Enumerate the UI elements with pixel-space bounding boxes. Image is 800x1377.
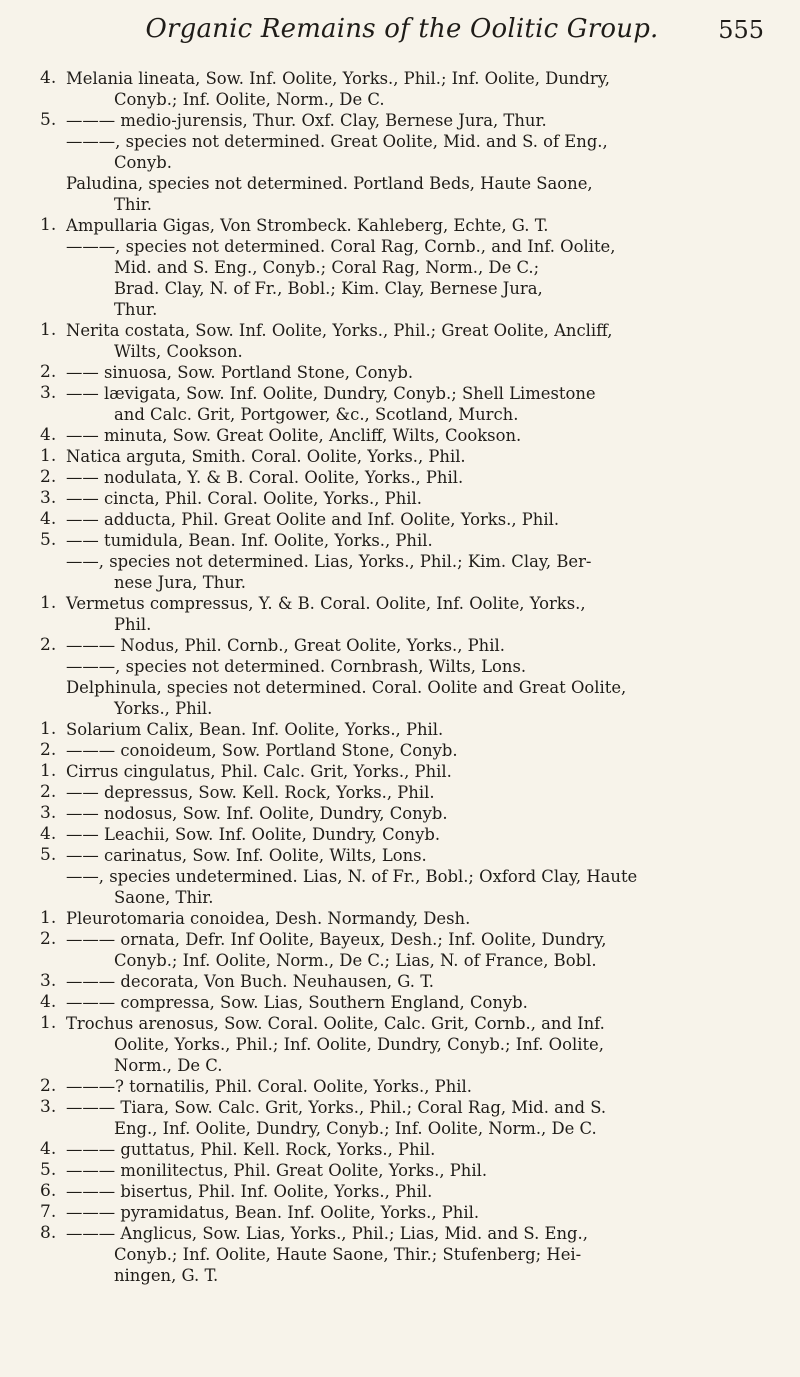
entry-number: [40, 677, 66, 698]
entry-number: 3.: [40, 1097, 57, 1117]
entry-text: ningen, G. T.: [114, 1266, 219, 1285]
entry-number: 1.: [40, 446, 57, 466]
entry-text: ———, species not determined. Coral Rag, Cornb., and Inf. Oolite,: [66, 237, 616, 256]
entry-number: 2.: [40, 1076, 57, 1096]
entry-text: Conyb.: [114, 153, 172, 172]
list-item: [40, 1181, 764, 1202]
list-item: [40, 1013, 764, 1034]
entry-text: ——— bisertus, Phil. Inf. Oolite, Yorks., Phil.: [66, 1182, 433, 1201]
list-item: [40, 782, 764, 803]
entry-text: Norm., De C.: [114, 1056, 223, 1075]
entry-text: Cirrus cingulatus, Phil. Calc. Grit, Yorks., Phil.: [66, 762, 452, 781]
entry-text: ——, species undetermined. Lias, N. of Fr., Bobl.; Oxford Clay, Haute: [66, 867, 638, 886]
entry-text: Delphinula, species not determined. Coral. Oolite and Great Oolite,: [66, 678, 627, 697]
list-item: [40, 824, 764, 845]
entry-text: ——— ornata, Defr. Inf Oolite, Bayeux, Desh.; Inf. Oolite, Dundry,: [66, 930, 607, 949]
entry-number: [40, 278, 66, 299]
list-item: [40, 509, 764, 530]
list-item: [40, 194, 764, 215]
entry-text: Trochus arenosus, Sow. Coral. Oolite, Calc. Grit, Cornb., and Inf.: [66, 1014, 605, 1033]
entry-text: Paludina, species not determined. Portland Beds, Haute Saone,: [66, 174, 593, 193]
entry-text: ———, species not determined. Great Oolite, Mid. and S. of Eng.,: [66, 132, 608, 151]
entry-number: 1.: [40, 761, 57, 781]
list-item: [40, 152, 764, 173]
entry-text: Melania lineata, Sow. Inf. Oolite, Yorks., Phil.; Inf. Oolite, Dundry,: [66, 69, 610, 88]
entry-text: —— cincta, Phil. Coral. Oolite, Yorks., Phil.: [66, 489, 422, 508]
list-item: [40, 320, 764, 341]
entry-text: ——— conoideum, Sow. Portland Stone, Conyb.: [66, 741, 458, 760]
list-item: [40, 299, 764, 320]
entry-number: 4.: [40, 992, 57, 1012]
entry-number: 1.: [40, 1013, 57, 1033]
list-item: [40, 551, 764, 572]
entry-number: 2.: [40, 782, 57, 802]
entry-text: —— depressus, Sow. Kell. Rock, Yorks., Phil.: [66, 783, 435, 802]
entry-text: ———, species not determined. Cornbrash, Wilts, Lons.: [66, 657, 527, 676]
list-item: [40, 236, 764, 257]
list-item: [40, 677, 764, 698]
list-item: [40, 173, 764, 194]
entry-number: [40, 404, 66, 425]
list-item: [40, 530, 764, 551]
list-item: [40, 1265, 764, 1286]
list-item: [40, 887, 764, 908]
entry-text: Conyb.; Inf. Oolite, Norm., De C.: [114, 90, 385, 109]
entry-number: 3.: [40, 971, 57, 991]
list-item: [40, 131, 764, 152]
entry-number: 5.: [40, 845, 57, 865]
entry-text: ——— monilitectus, Phil. Great Oolite, Yorks., Phil.: [66, 1161, 488, 1180]
entry-text: —— sinuosa, Sow. Portland Stone, Conyb.: [66, 363, 414, 382]
list-item: [40, 68, 764, 89]
list-item: [40, 803, 764, 824]
entry-number: [40, 236, 66, 257]
entry-number: 1.: [40, 908, 57, 928]
entry-number: 5.: [40, 1160, 57, 1180]
entry-text: Wilts, Cookson.: [114, 342, 243, 361]
entry-text: ——, species not determined. Lias, Yorks., Phil.; Kim. Clay, Ber-: [66, 552, 592, 571]
list-item: [40, 1223, 764, 1244]
list-item: [40, 698, 764, 719]
entry-number: 4.: [40, 509, 57, 529]
entry-number: [40, 656, 66, 677]
entry-number: [40, 194, 66, 215]
entry-number: [40, 1034, 66, 1055]
entry-number: 2.: [40, 467, 57, 487]
entry-number: 2.: [40, 740, 57, 760]
entry-number: [40, 950, 66, 971]
list-item: [40, 1118, 764, 1139]
entry-text: ——— Nodus, Phil. Cornb., Great Oolite, Yorks., Phil.: [66, 636, 505, 655]
list-item: [40, 1034, 764, 1055]
list-item: [40, 257, 764, 278]
entry-text: Conyb.; Inf. Oolite, Haute Saone, Thir.; Stufenberg; Hei-: [114, 1245, 582, 1264]
entry-text: ——— Anglicus, Sow. Lias, Yorks., Phil.; Lias, Mid. and S. Eng.,: [66, 1224, 588, 1243]
entry-number: [40, 173, 66, 194]
entry-number: 2.: [40, 929, 57, 949]
list-item: [40, 866, 764, 887]
list-item: [40, 404, 764, 425]
entry-text: —— nodulata, Y. & B. Coral. Oolite, Yorks., Phil.: [66, 468, 464, 487]
entry-number: [40, 299, 66, 320]
list-item: [40, 89, 764, 110]
entry-text: ——— medio-jurensis, Thur. Oxf. Clay, Bernese Jura, Thur.: [66, 111, 547, 130]
entry-text: Oolite, Yorks., Phil.; Inf. Oolite, Dundry, Conyb.; Inf. Oolite,: [114, 1035, 604, 1054]
entry-text: Saone, Thir.: [114, 888, 214, 907]
list-item: [40, 614, 764, 635]
list-item: [40, 761, 764, 782]
entry-text: Phil.: [114, 615, 152, 634]
entry-number: 6.: [40, 1181, 57, 1201]
entry-text: Thir.: [114, 195, 152, 214]
entry-text: ——— guttatus, Phil. Kell. Rock, Yorks., Phil.: [66, 1140, 436, 1159]
entry-text: Solarium Calix, Bean. Inf. Oolite, Yorks., Phil.: [66, 720, 444, 739]
entry-number: 7.: [40, 1202, 57, 1222]
entry-number: [40, 1265, 66, 1286]
entry-number: 5.: [40, 110, 57, 130]
entry-text: —— carinatus, Sow. Inf. Oolite, Wilts, Lons.: [66, 846, 427, 865]
entry-text: nese Jura, Thur.: [114, 573, 247, 592]
entry-number: [40, 866, 66, 887]
list-item: [40, 740, 764, 761]
list-item: [40, 1076, 764, 1097]
list-item: [40, 1139, 764, 1160]
entry-text: Pleurotomaria conoidea, Desh. Normandy, Desh.: [66, 909, 471, 928]
entry-text: —— adducta, Phil. Great Oolite and Inf. Oolite, Yorks., Phil.: [66, 510, 560, 529]
entry-text: ——— compressa, Sow. Lias, Southern England, Conyb.: [66, 993, 528, 1012]
entry-number: [40, 1244, 66, 1265]
entry-number: [40, 89, 66, 110]
entry-number: 3.: [40, 383, 57, 403]
entry-number: 3.: [40, 488, 57, 508]
list-item: [40, 467, 764, 488]
entry-number: 8.: [40, 1223, 57, 1243]
list-item: [40, 425, 764, 446]
running-title: Organic Remains of the Oolitic Group.: [145, 14, 659, 44]
list-item: [40, 341, 764, 362]
list-item: [40, 908, 764, 929]
entry-number: [40, 1118, 66, 1139]
entry-number: [40, 131, 66, 152]
list-item: [40, 656, 764, 677]
entry-number: [40, 887, 66, 908]
list-item: [40, 110, 764, 131]
entry-number: 4.: [40, 1139, 57, 1159]
entry-number: [40, 257, 66, 278]
entry-number: 1.: [40, 215, 57, 235]
entry-text: ———? tornatilis, Phil. Coral. Oolite, Yorks., Phil.: [66, 1077, 472, 1096]
page-header: [40, 14, 764, 62]
entry-number: 1.: [40, 320, 57, 340]
entry-text: Nerita costata, Sow. Inf. Oolite, Yorks., Phil.; Great Oolite, Ancliff,: [66, 321, 613, 340]
list-item: [40, 215, 764, 236]
list-item: [40, 446, 764, 467]
page-number: 555: [718, 16, 764, 44]
entry-text: Thur.: [114, 300, 158, 319]
entry-text: Vermetus compressus, Y. & B. Coral. Oolite, Inf. Oolite, Yorks.,: [66, 594, 586, 613]
list-item: [40, 278, 764, 299]
list-item: [40, 635, 764, 656]
entry-number: [40, 551, 66, 572]
list-item: [40, 362, 764, 383]
entry-number: 2.: [40, 635, 57, 655]
entry-text: ——— Tiara, Sow. Calc. Grit, Yorks., Phil.; Coral Rag, Mid. and S.: [66, 1098, 607, 1117]
entry-number: [40, 152, 66, 173]
list-item: [40, 383, 764, 404]
entry-number: 5.: [40, 530, 57, 550]
list-item: [40, 992, 764, 1013]
species-list: [40, 68, 764, 1286]
list-item: [40, 929, 764, 950]
entry-text: ——— decorata, Von Buch. Neuhausen, G. T.: [66, 972, 434, 991]
entry-text: Brad. Clay, N. of Fr., Bobl.; Kim. Clay, Bernese Jura,: [114, 279, 543, 298]
entry-text: Ampullaria Gigas, Von Strombeck. Kahleberg, Echte, G. T.: [66, 216, 549, 235]
entry-text: Eng., Inf. Oolite, Dundry, Conyb.; Inf. Oolite, Norm., De C.: [114, 1119, 597, 1138]
entry-number: 3.: [40, 803, 57, 823]
entry-text: Mid. and S. Eng., Conyb.; Coral Rag, Norm., De C.;: [114, 258, 540, 277]
entry-number: 2.: [40, 362, 57, 382]
entry-text: —— minuta, Sow. Great Oolite, Ancliff, Wilts, Cookson.: [66, 426, 522, 445]
list-item: [40, 488, 764, 509]
entry-number: 1.: [40, 719, 57, 739]
list-item: [40, 1055, 764, 1076]
list-item: [40, 845, 764, 866]
list-item: [40, 971, 764, 992]
entry-text: —— tumidula, Bean. Inf. Oolite, Yorks., Phil.: [66, 531, 433, 550]
list-item: [40, 593, 764, 614]
entry-text: and Calc. Grit, Portgower, &c., Scotland, Murch.: [114, 405, 519, 424]
list-item: [40, 1244, 764, 1265]
entry-text: —— lævigata, Sow. Inf. Oolite, Dundry, Conyb.; Shell Limestone: [66, 384, 596, 403]
entry-number: 1.: [40, 593, 57, 613]
entry-text: —— nodosus, Sow. Inf. Oolite, Dundry, Conyb.: [66, 804, 448, 823]
list-item: [40, 1160, 764, 1181]
entry-number: [40, 614, 66, 635]
entry-number: [40, 572, 66, 593]
entry-number: [40, 1055, 66, 1076]
entry-number: [40, 698, 66, 719]
entry-text: ——— pyramidatus, Bean. Inf. Oolite, Yorks., Phil.: [66, 1203, 480, 1222]
entry-number: 4.: [40, 68, 57, 88]
list-item: [40, 950, 764, 971]
list-item: [40, 1097, 764, 1118]
entry-text: Natica arguta, Smith. Coral. Oolite, Yorks., Phil.: [66, 447, 466, 466]
list-item: [40, 719, 764, 740]
entry-text: Conyb.; Inf. Oolite, Norm., De C.; Lias, N. of France, Bobl.: [114, 951, 597, 970]
list-item: [40, 1202, 764, 1223]
entry-text: Yorks., Phil.: [114, 699, 213, 718]
entry-number: [40, 341, 66, 362]
entry-number: 4.: [40, 425, 57, 445]
entry-number: 4.: [40, 824, 57, 844]
list-item: [40, 572, 764, 593]
entry-text: —— Leachii, Sow. Inf. Oolite, Dundry, Conyb.: [66, 825, 441, 844]
